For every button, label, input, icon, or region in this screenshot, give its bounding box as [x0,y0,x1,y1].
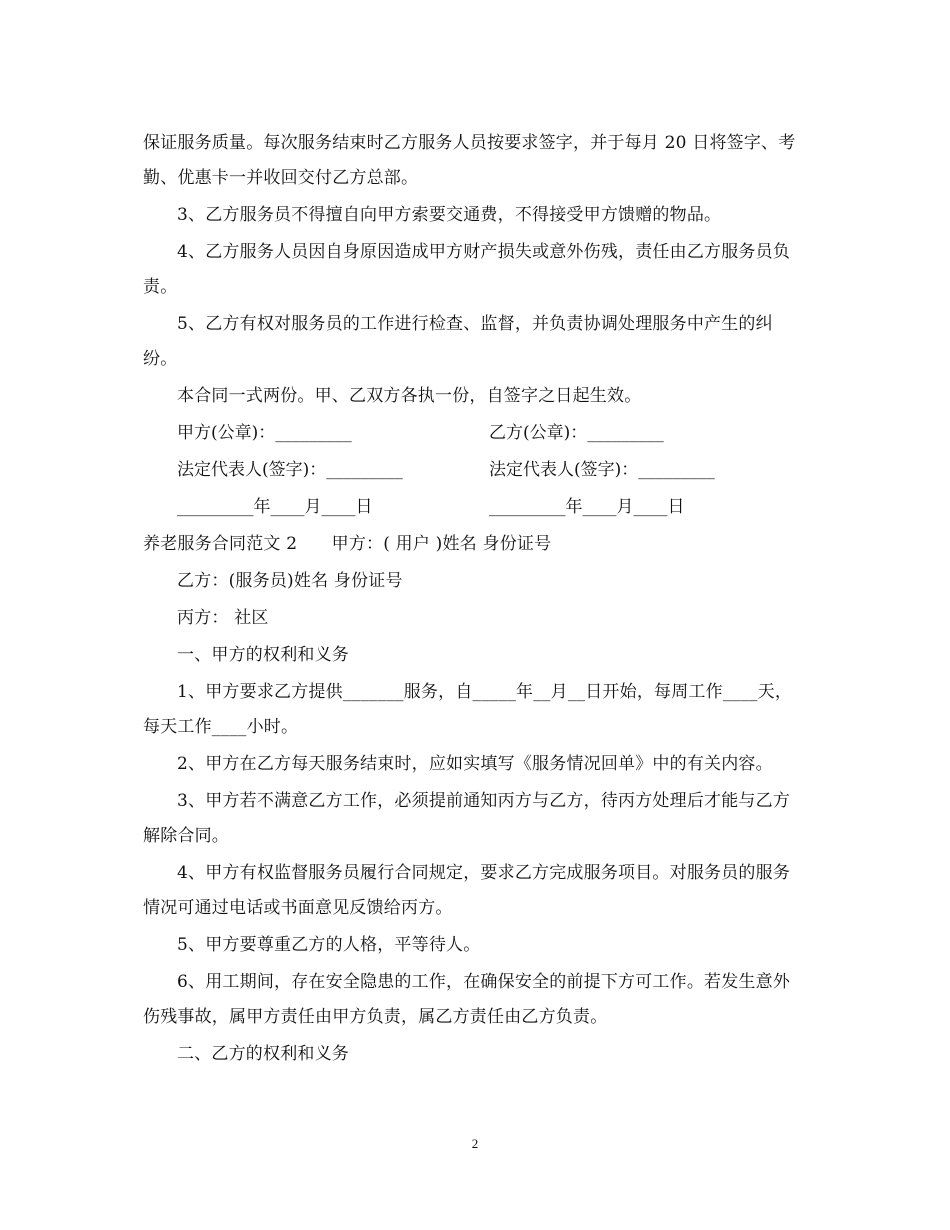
document-body [143,126,807,1072]
heading-party-a-rights: 一、甲方的权利和义务 [177,645,349,665]
page-number: 2 [471,1136,479,1151]
contract-title-2: 养老服务合同范文 2 甲方：( 用户 )姓名 身份证号 [143,534,552,554]
party-b-line: 乙方：(服务员)姓名 身份证号 [177,571,403,591]
party-c-line: 丙方： 社区 [177,608,269,628]
party-a-date: _________年____月____日 [177,497,373,517]
party-a-clause-6: 6、用工期间，存在安全隐患的工作，在确保安全的前提下方可工作。若发生意外伤残事故，属甲方责任由甲方负责，属乙方责任由乙方负责。 [143,972,791,1027]
party-a-seal: 甲方(公章)：_________ [177,423,352,443]
paragraph-clause-5: 5、乙方有权对服务员的工作进行检查、监督，并负责协调处理服务中产生的纠纷。 [143,314,773,369]
heading-party-b-rights: 二、乙方的权利和义务 [177,1044,349,1064]
paragraph-clause-4: 4、乙方服务人员因自身原因造成甲方财产损失或意外伤残，责任由乙方服务员负责。 [143,242,791,297]
party-a-clause-5: 5、甲方要尊重乙方的人格，平等待人。 [177,935,481,955]
paragraph-effectiveness: 本合同一式两份。甲、乙双方各执一份，自签字之日起生效。 [177,386,642,406]
party-a-clause-4: 4、甲方有权监督服务员履行合同规定，要求乙方完成服务项目。对服务员的服务情况可通过电话或书面意见反馈给丙方。 [143,863,791,918]
party-a-clause-3: 3、甲方若不满意乙方工作，必须提前通知丙方与乙方，待丙方处理后才能与乙方解除合同。 [143,791,791,846]
party-b-date: _________年____月____日 [489,497,685,517]
party-a-clause-2: 2、甲方在乙方每天服务结束时，应如实填写《服务情况回单》中的有关内容。 [177,754,773,774]
party-b-seal: 乙方(公章)：_________ [489,423,664,443]
party-a-representative: 法定代表人(签字)：_________ [177,460,403,480]
party-b-representative: 法定代表人(签字)：_________ [489,460,715,480]
signature-row-date [143,490,807,525]
signature-row-representative [143,453,807,488]
party-a-clause-1: 1、甲方要求乙方提供_______服务，自_____年__月__日开始，每周工作____天，每天工作____小时。 [143,682,793,737]
paragraph-clause-3: 3、乙方服务员不得擅自向甲方索要交通费，不得接受甲方馈赠的物品。 [177,205,722,225]
paragraph-service-quality: 保证服务质量。每次服务结束时乙方服务人员按要求签字，并于每月 20 日将签字、考勤、优惠卡一并收回交付乙方总部。 [143,133,796,188]
signature-row-seal [143,416,807,451]
